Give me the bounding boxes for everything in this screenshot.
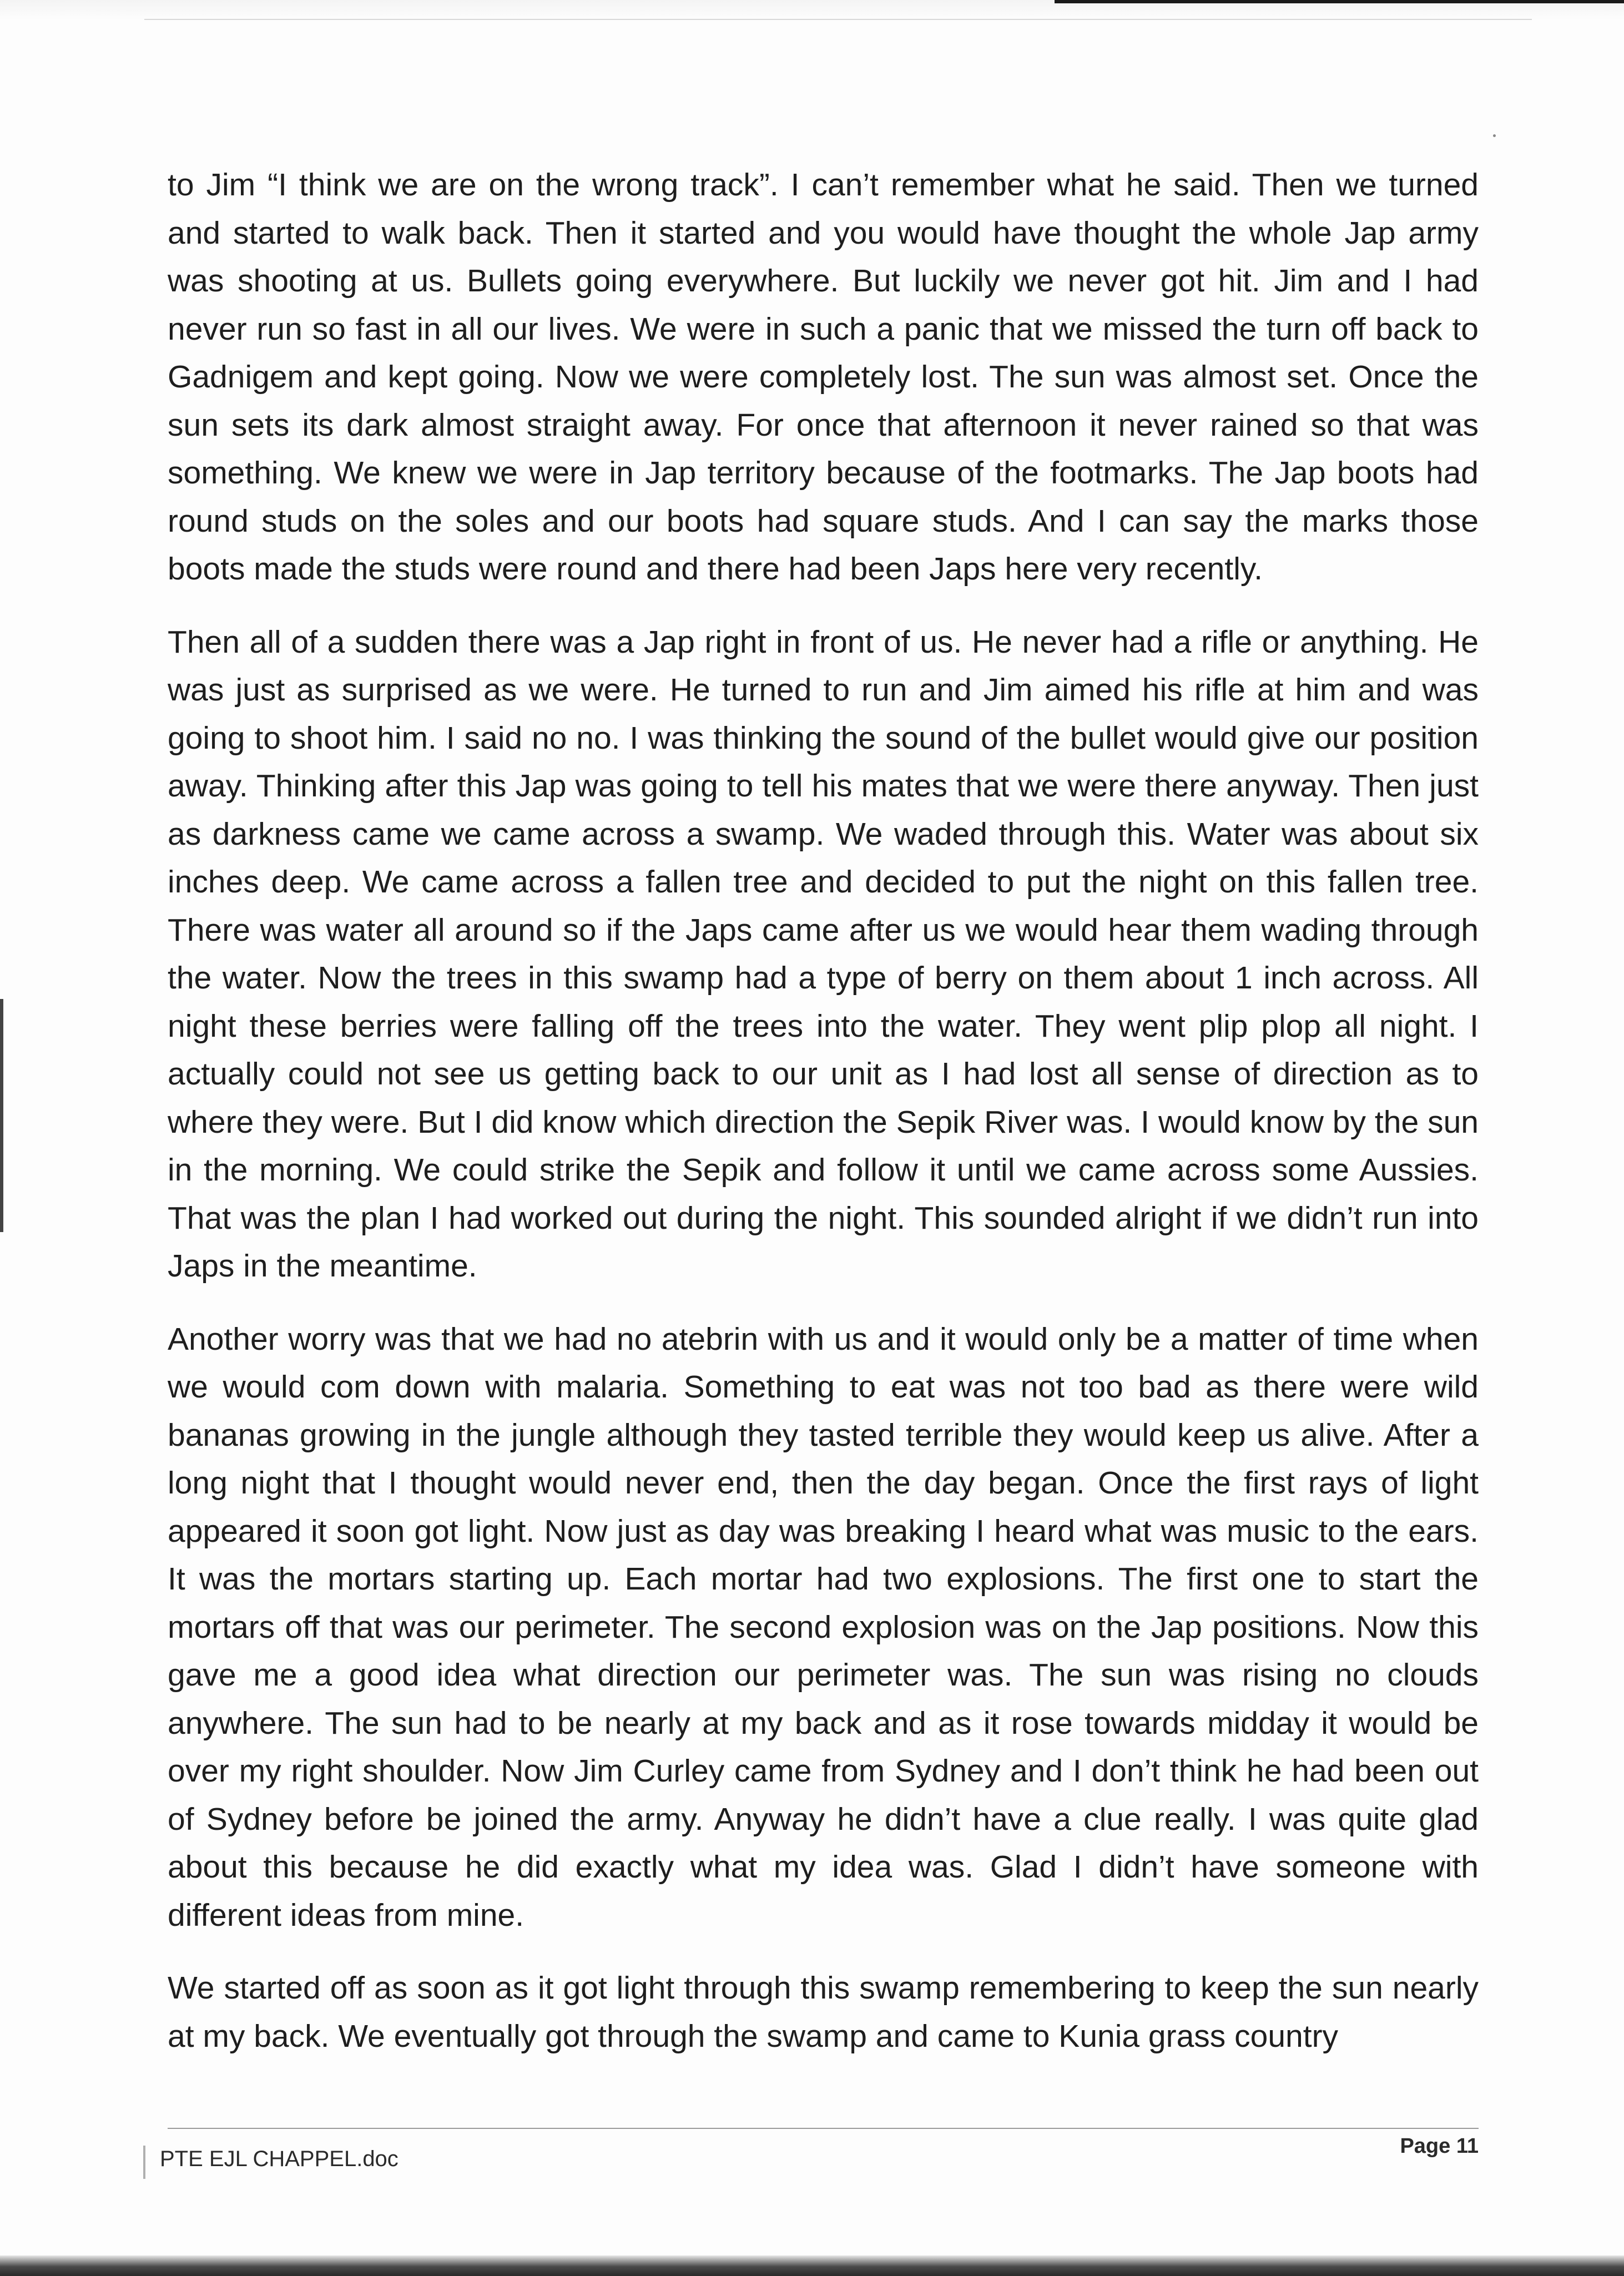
paragraph-3: Another worry was that we had no atebrin with us and it would only be a matter of time when we would com down with malaria. Something to eat was not too bad as there were wild bananas growing in the jungle although they tasted terrible they would keep us alive. After a long night that I thought would never end, then the day began. Once the first rays of light appeared it soon got light. Now just as day was breaking I heard what was music to the ears. It was the mortars starting up. Each mortar had two explosions. The first one to start the mortars off that was our perimeter. The second explosion was on the Jap positions. Now this gave me a good idea what direction our perimeter was. The sun was rising no clouds anywhere. The sun had to be nearly at my back and as it rose towards midday it would be over my right shoulder. Now Jim Curley came from Sydney and I don’t think he had been out of Sydney before be joined the army. Anyway he didn’t have a clue really. I was quite glad about this because he did exactly what my idea was. Glad I didn’t have someone with different ideas from mine. [168,1321,1479,1933]
footer-rule [168,2128,1479,2129]
paragraph-1: to Jim “I think we are on the wrong track”. I can’t remember what he said. Then we turned and started to walk back. Then it started and you would have thought the whole Jap army was shooting at us. Bullets going everywhere. But luckily we never got hit. Jim and I had never run so fast in all our lives. We were in such a panic that we missed the turn off back to Gadnigem and kept going. Now we were completely lost. The sun was almost set. Once the sun sets its dark almost straight away. For once that afternoon it never rained so that was something. We knew we were in Jap territory because of the footmarks. The Jap boots had round studs on the soles and our boots had square studs. And I can say the marks those boots made the studs were round and there had been Japs here very recently. [168,167,1479,587]
scan-top-edge-shadow [1055,0,1624,3]
paragraph-4: We started off as soon as it got light through this swamp remembering to keep the sun nearly at my back. We eventually got through the swamp and came to Kunia grass country [168,1970,1479,2054]
document-body [168,161,1479,2060]
scan-bottom-edge [0,2255,1624,2276]
footer-page-number: Page 11 [1400,2134,1479,2158]
footer-left-bar [143,2146,145,2179]
paragraph-2: Then all of a sudden there was a Jap right in front of us. He never had a rifle or anything. He was just as surprised as we were. He turned to run and Jim aimed his rifle at him and was going to shoot him. I said no no. I was thinking the sound of the bullet would give our position away. Thinking after this Jap was going to tell his mates that we were there anyway. Then just as darkness came we came across a swamp. We waded through this. Water was about six inches deep. We came across a fallen tree and decided to put the night on this fallen tree. There was water all around so if the Japs came after us we would hear them wading through the water. Now the trees in this swamp had a type of berry on them about 1 inch across. All night these berries were falling off the trees into the water. They went plip plop all night. I actually could not see us getting back to our unit as I had lost all sense of direction as to where they were. But I did know which direction the Sepik River was. I would know by the sun in the morning. We could strike the Sepik and follow it until we came across some Aussies. That was the plan I had worked out during the night. This sounded alright if we didn’t run into Japs in the meantime. [168,624,1479,1284]
scan-dust-mark [1493,134,1496,137]
scan-top-faint-line [144,19,1532,20]
scan-left-edge-mark [0,999,3,1232]
footer-filename: PTE EJL CHAPPEL.doc [160,2147,399,2171]
